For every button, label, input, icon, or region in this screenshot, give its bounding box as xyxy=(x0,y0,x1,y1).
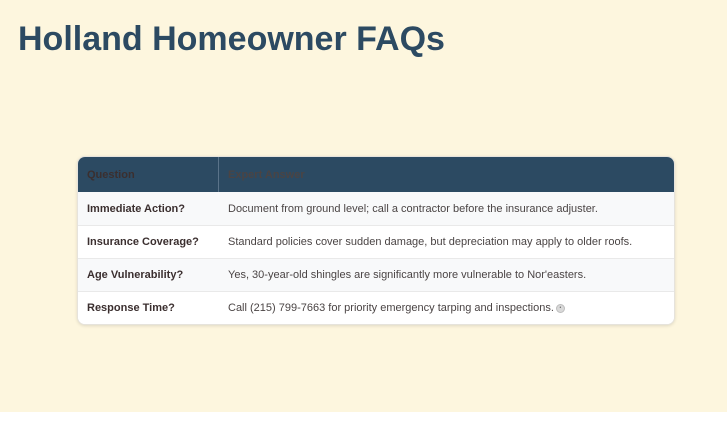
question-cell: Immediate Action? xyxy=(87,202,185,215)
column-header-question: Question xyxy=(78,157,219,192)
answer-cell: Document from ground level; call a contractor before the insurance adjuster. xyxy=(228,202,598,215)
citation-icon[interactable]: • xyxy=(556,304,565,313)
answer-cell xyxy=(219,302,674,314)
answer-cell: Yes, 30-year-old shingles are significantly more vulnerable to Nor'easters. xyxy=(228,269,587,281)
faq-table xyxy=(77,156,675,325)
table-row xyxy=(78,258,674,291)
answer-text: Call (215) 799-7663 for priority emergency tarping and inspections. xyxy=(228,302,554,314)
table-row xyxy=(78,291,674,324)
question-cell: Response Time? xyxy=(87,302,175,314)
question-cell: Insurance Coverage? xyxy=(87,236,199,248)
column-header-answer: Expert Answer xyxy=(228,168,305,181)
table-row xyxy=(78,192,674,225)
table-body xyxy=(78,192,674,324)
answer-cell: Standard policies cover sudden damage, but depreciation may apply to older roofs. xyxy=(228,236,633,248)
page-title: Holland Homeowner FAQs xyxy=(18,20,445,58)
table-header-row xyxy=(78,157,674,192)
question-cell: Age Vulnerability? xyxy=(87,269,184,281)
table-row xyxy=(78,225,674,258)
